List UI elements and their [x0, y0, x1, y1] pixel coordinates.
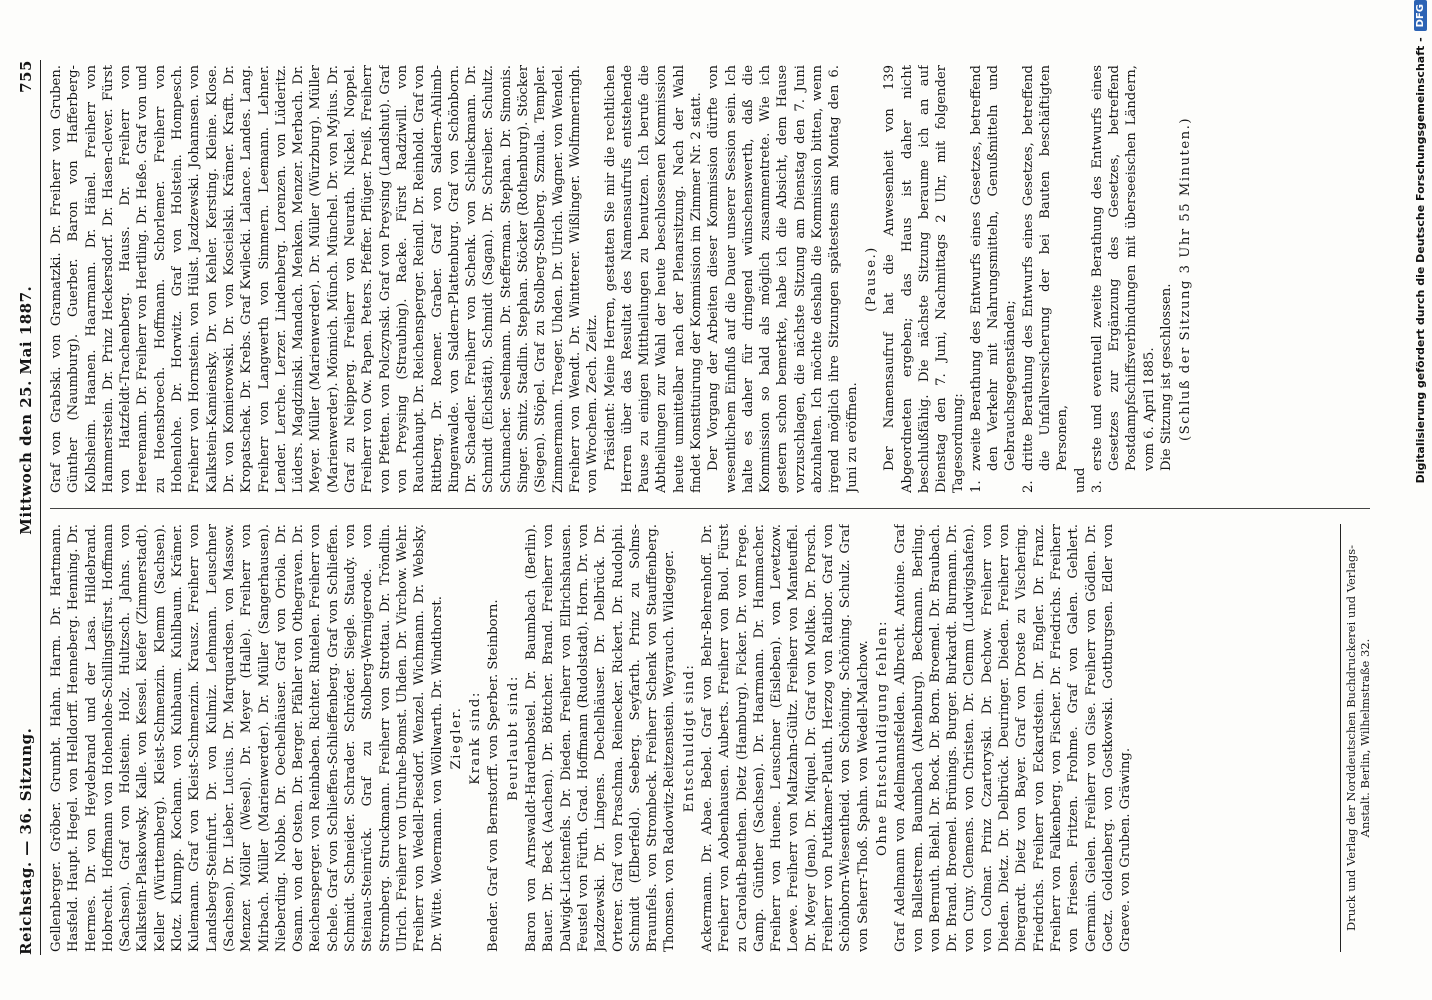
- name-list: Bender. Graf von Bernstorff. von Sperber. Steinborn.: [486, 599, 502, 952]
- section-heading: Ziegler.: [448, 706, 464, 770]
- left-column: [48, 524, 1378, 952]
- name-list: Graf Adelmann von Adelmannsfelden. Albrecht. Antoine. Graf von Ballestrem. Baumbach (Altenburg). Beckmann. Berling. von Bernuth. Biehl. Dr. Bock. Dr. Born. Broemel. Dr. Braubach. Dr. Brand. Broemel. Brünings. Burger. Burkardt. Burmann. Dr. von Cuny. Clemens. von Christen. Dr. Clemm (Ludwigshafen). von Colmar. Prinz Czartoryski. Dr. Dechow. Freiherr von Dieden. Dietz. Dr. Delbrück. Deuringer. Dieden. Freiherr von Diergardt. Dietz von Bayer. Graf von Droste zu Vischering. Friedrichs. Freiherr von Eckardstein. Dr. Engler. Dr. Franz. Freiherr von Falkenberg. von Fischer. Dr. Friedrichs. Freiherr von Friesen. Fritzen. Frohme. Graf von Galen. Gehlert. Germain. Gielen. Freiherr von Gise. Freiherr von Gödlen. Dr. Goetz. Goldenberg. von Gostkowski. Gottburgsen. Edler von Graeve. von Gruben. Gräwing.: [893, 524, 1134, 952]
- header-center: Mittwoch den 25. Mai 1887.: [17, 285, 35, 535]
- item-text: zweite Berathung des Entwurfs eines Gesetzes, betreffend den Verkehr mit Nahrungsmitteln, Genußmitteln und Gebrauchsgegenständen;: [968, 65, 1019, 471]
- right-column: [48, 65, 1378, 493]
- item-number: 3.: [1089, 480, 1105, 493]
- name-list: Ackermann. Dr. Abae. Bebel. Graf von Behr-Behrenhoff. Dr. Freiherr von Aobenhausen. Auberts. Freiherr von Buol. Fürst zu Carolath-Beuthen. Dietz (Hamburg). Ficker. Dr. von Frege. Gamp. Günther (Sachsen). Dr. Haarmann. Dr. Hammacher. Freiherr von Huene. Leuschner (Eisleben). von Levetzow. Loewe. Freiherr von Maltzahn-Gültz. Freiherr von Manteuffel. Dr. Meyer (Jena). Dr. Miquel. Dr. Graf von Moltke. Dr. Porsch. Freiherr von Puttkamer-Plauth. Herzog von Ratibor. Graf von Schönborn-Wiesentheid. von Schöning. Schöning. Schulz. Graf von Seherr-Thoß. Spahn. von Wedell-Malchow.: [699, 524, 871, 952]
- imprint-footer: Druck und Verlag der Norddeutschen Buchdruckerei und Verlags-Anstalt. Berlin, Wilhelmstraße 32.: [1340, 524, 1372, 952]
- section-heading: Ohne Entschuldigung fehlen:: [874, 620, 890, 856]
- page-number: 755: [17, 60, 35, 93]
- name-list: Graf von Grabski. von Gramatzki. Dr. Freiherr von Gruben. Günther (Naumburg). Guerber. Baron von Hafferberg-Kolbsheim. Haanen. Haarmann. Dr. Hänel. Freiherr von Hammerstein. Dr. Prinz Heckersdorf. Dr. Hasen-clever. Fürst von Hatzfeldt-Trachenberg. Hauss. Dr. Freiherr von Heeremann. Dr. Freiherr von Hertling. Dr. Heße. Graf von und zu Hoensbroech. Hoffmann. Schorlemer. Freiherr von Hohenlohe. Dr. Horwitz. Graf von Holstein. Hompesch. Freiherr von Hornstein. von Hülst. Jazdzewski. Johannsen. von Kalkstein-Kamiensky. Dr. von Kehler. Kersting. Kleine. Klose. Dr. von Komierowski. Dr. von Koscielski. Krämer. Krafft. Dr. Kropatschek. Dr. Krebs. Graf Kwilecki. Lalance. Landes. Lang. Freiherr von Langwerth von Simmern. Leemann. Lehner. Lender. Lerche. Lerzer. Lindenberg. Lorenzen. von Lüderitz. Lüders. Magdzinski. Mandach. Menken. Menzer. Merbach. Dr. Meyer. Müller (Marienwerder). Dr. Müller (Würzburg). Müller (Marienwerder). Mönnich. Münch. Münchel. Dr. von Mylius. Dr. Graf zu Neipperg. Freiherr von Neurath. Nickel. Noppel. Freiherr von Ow. Papen. Peters. Pfeffer. Pflüger. Preiß. Freiherr von Pfetten. von Polczynski. Graf von Preysing (Landshut). Graf von Preysing (Straubing). Racke. Fürst Radziwill. von Rauchhaupt. Dr. Reichensperger. Reindl. Dr. Reinhold. Graf von Rittberg. Dr. Roemer. Graber. Graf von Saldern-Ahlimb-Ringenwalde. von Saldern-Plattenburg. Graf von Schönborn. Dr. Schaedler. Freiherr von Schenk. von Schlieckmann. Dr. Schmidt (Eichstätt). Schmidt (Sagan). Dr. Schreiber. Schultz. Schumacher. Seelmann. Dr. Stefferman. Stephan. Dr. Simonis. Singer. Smitz. Stadlin. Stephan. Stöcker (Rothenburg). Stöcker (Siegen). Stöpel. Graf zu Stolberg-Stolberg. Szmula. Templer. Zimmermann. Traeger. Uhden. Dr. Ulrich. Wagner. von Wendel. Freiherr von Wendt. Dr. Wintterer. Wißlinger. Wolfmmeringh. von Wrochem. Zech. Zeitz.: [49, 65, 601, 493]
- digitization-text: Digitalisierung gefördert durch die Deutsche Forschungsgemeinschaft -: [1413, 37, 1427, 484]
- numbered-item: [1020, 65, 1072, 493]
- item-number: 1.: [968, 480, 984, 493]
- name-list: und: [1072, 467, 1088, 493]
- name-list: Gellenberger. Gröber. Grumbt. Hahn. Harm. Dr. Hartmann. Hasfeld. Haupt. Hegel. von Helldorff. Henneberg. Henning. Dr. Hermes. Dr. von Heydebrand und der Lasa. Hildebrand. Hobrecht. Hoffmann von Hohenlohe-Schillingsfürst. Hoffmann (Sachsen). Graf von Holstein. Holz. Hultzsch. Jahns. von Kalkstein-Plaskowsky. Kalle. von Kessel. Kiefer (Zimmerstadt). Keller (Württemberg). Kleist-Schmenzin. Klemm (Sachsen). Klotz. Klumpp. Kochann. von Kuhbaum. Kuhlbaum. Krämer. Kulemann. Graf von Kleist-Schmenzin. Krausz. Freiherr von Landsberg-Steinfurt. Dr. von Kulmiz. Lehmann. Leuschner (Sachsen). Dr. Lieber. Lucius. Dr. Marquardsen. von Massow. Menzer. Möller (Wesel). Dr. Meyer (Halle). Freiherr von Mirbach. Müller (Marienwerder). Dr. Müller (Sangerhausen). Nieberding. Nobbe. Dr. Oechelhäuser. Graf von Oriola. Dr. Osann. von der Osten. Dr. Berger. Pfähler von Othegraven. Dr. Reichensperger. von Reinbaben. Richter. Rintelen. Freiherr von Schele. Graf von Schlieffen-Schlieffenberg. Graf von Schlieffen. Schmidt. Schneider. Schrader. Schröder. Siegle. Staudy. von Steinau-Steinrück. Graf zu Stolberg-Wernigerode. von Stromberg. Struckmann. Freiherr von Strottau. Dr. Tröndlin. Ulrich. Freiherr von Unruhe-Bomst. Uhden. Dr. Virchow. Wehr. Freiherr von Wedell-Piesdorf. Wenzel. Wichmann. Dr. Websky. Dr. Witte. Woermann. von Wöllwarth. Dr. Windthorst.: [49, 524, 445, 952]
- section-heading: (Pause.): [863, 246, 879, 312]
- numbered-item: [1089, 65, 1158, 493]
- section-heading: (Schluß der Sitzung 3 Uhr 55 Minuten.): [1178, 117, 1194, 441]
- dfg-logo: DFG: [1414, 0, 1427, 31]
- column-divider: [50, 508, 1370, 509]
- item-number: 2.: [1020, 480, 1036, 493]
- section-heading: Entschuldigt sind:: [681, 663, 697, 813]
- header-left: Reichstag. — 36. Sitzung.: [17, 727, 35, 955]
- paragraph: Die Sitzung ist geschlossen.: [1159, 283, 1174, 471]
- running-header: [12, 60, 41, 955]
- section-heading: Beurlaubt sind:: [505, 675, 521, 801]
- digitization-strip: [1410, 0, 1432, 1000]
- digitization-note: [1410, 0, 1430, 1000]
- item-text: erste und eventuell zweite Berathung des Entwurfs eines Gesetzes zur Ergänzung des Gesetzes, betreffend Postdampfschiffsverbindungen mit überseeischen Ländern, vom 6. April 1885.: [1089, 65, 1157, 471]
- numbered-item: [968, 65, 1020, 493]
- paragraph: Präsident: Meine Herren, gestatten Sie mir die rechtlichen Herren über das Resultat des Namensaufrufs entstehende Pause zu einigen Mittheilungen zu benutzen. Ich berufe die Abtheilungen zur Wahl der heute beschlossenen Kommission heute unmittelbar nach der Plenarsitzung. Nach der Wahl findet Konstituirung der Kommission im Zimmer Nr. 2 statt.: [602, 65, 704, 493]
- name-list: Baron von Arnswaldt-Hardenbostel. Dr. Baumbach (Berlin). Bauer. Dr. Beck (Aachen). Dr. Böttcher. Brand. Freiherr von Dalwigk-Lichtenfels. Dr. Dieden. Freiherr von Ellrichshausen. Feustel von Fürth. Grad. Hoffmann (Rudolstadt). Horn. Dr. von Jazdzewski. Dr. Lingens. Dechelhäuser. Dr. Delbrück. Dr. Orterer. Graf von Praschma. Reinecker. Rickert. Dr. Rudolphi. Schmidt (Elberfeld). Seeberg. Seyfarth. Prinz zu Solms-Braunfels. von Strombeck. Freiherr Schenk von Stauffenberg. Thomsen. von Radowitz-Reitzenstein. Weyrauch. Wildegger.: [524, 524, 678, 952]
- paragraph: Der Namensaufruf hat die Anwesenheit von 139 Abgeordneten ergeben; das Haus ist daher nicht beschlußfähig. Die nächste Sitzung beraume ich an auf Dienstag den 7. Juni, Nachmittags 2 Uhr, mit folgender Tagesordnung:: [882, 65, 967, 493]
- section-heading: Krank sind:: [468, 691, 484, 785]
- item-text: dritte Berathung des Entwurfs eines Gesetzes, betreffend die Unfallversicherung der bei Bauten beschäftigten Personen,: [1020, 65, 1071, 471]
- paragraph: Der Vorgang der Arbeiten dieser Kommission dürfte von wesentlichem Einfluß auf die Dauer unserer Session sein. Ich halte es daher für dringend wünschenswerth, daß die Kommission so bald als möglich zusammentrete. Wie ich gestern schon bemerkte, habe ich die Absicht, dem Hause vorzuschlagen, die nächste Sitzung am Dienstag den 7. Juni abzuhalten. Ich möchte deshalb die Kommission bitten, wenn irgend möglich ihre Sitzungen spätestens am Montag den 6. Juni zu eröffnen.: [706, 65, 860, 493]
